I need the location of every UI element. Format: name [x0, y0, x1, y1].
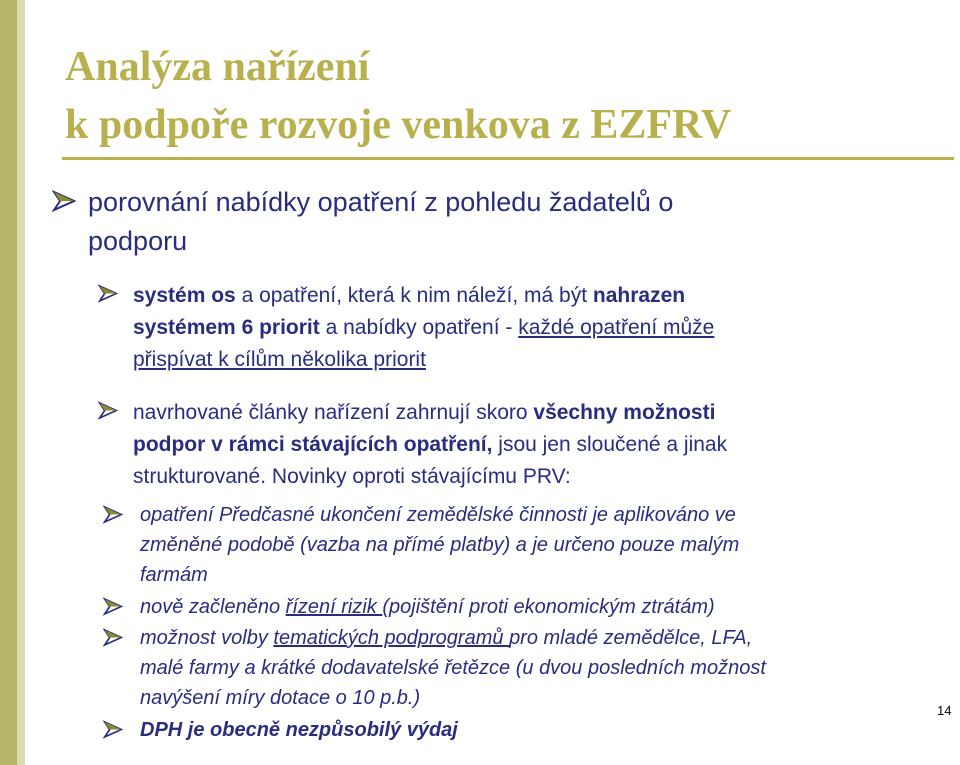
arrowhead-bullet-icon [103, 628, 123, 647]
title-divider [62, 157, 954, 160]
bullet-articles-line-3: strukturované. Novinky oproti stávajícímu PRV: [133, 465, 571, 488]
priorities-underline-1: každé opatření může [518, 316, 715, 339]
bullet-priorities-line-1 [133, 280, 943, 312]
priorities-bold-axes: systém os [133, 284, 236, 307]
bullet-comparison-line-2: podporu [88, 226, 188, 256]
priorities-underline-2: přispívat k cílům několika priorit [133, 348, 426, 371]
priorities-bold-system: systémem 6 priorit [133, 316, 320, 339]
priorities-text-2: a nabídky opatření - [319, 316, 519, 339]
risk-management-line [140, 592, 940, 622]
left-accent-bar [0, 0, 17, 765]
articles-bold-2: podpor v rámci stávajících opatření, [133, 433, 493, 456]
sub-vat [140, 715, 940, 745]
sub-risk-management [140, 592, 940, 622]
page-number: 14 [937, 703, 952, 718]
bullet-comparison [88, 183, 878, 261]
title-line-1: Analýza nařízení [65, 44, 370, 90]
risk-underline: řízení rizik [285, 596, 383, 618]
thematic-line-3: navýšení míry dotace o 10 p.b.) [140, 687, 421, 709]
priorities-bold-replaced: nahrazen [592, 284, 686, 307]
sub-thematic-subprograms [140, 623, 940, 713]
thematic-line-2: malé farmy a krátké dodavatelské řetězce (u dvou posledních možnost [140, 657, 766, 679]
slide-title [65, 38, 731, 154]
title-line-2: k podpoře rozvoje venkova z EZFRV [65, 102, 732, 148]
arrowhead-bullet-icon [52, 190, 76, 212]
left-accent-bar-light [17, 0, 25, 765]
arrowhead-bullet-icon [98, 284, 118, 303]
vat-bold: DPH je obecně nezpůsobilý výdaj [140, 719, 458, 741]
articles-bold-1: všechny možnosti [533, 401, 716, 424]
arrowhead-bullet-icon [103, 505, 123, 524]
thematic-text-2: pro mladé zemědělce, LFA, [509, 627, 753, 649]
bullet-priorities-line-2 [133, 312, 943, 344]
arrowhead-bullet-icon [103, 720, 123, 739]
articles-text-1: navrhované články nařízení zahrnují skoro [133, 401, 534, 424]
bullet-articles-line-2 [133, 429, 943, 461]
thematic-underline: tematických podprogramů [273, 627, 510, 649]
bullet-comparison-line-1: porovnání nabídky opatření z pohledu žadatelů o [88, 187, 674, 217]
arrowhead-bullet-icon [98, 401, 118, 420]
thematic-text-1: možnost volby [140, 627, 274, 649]
bullet-articles-line-1 [133, 397, 943, 429]
early-retirement-line-3: farmám [140, 564, 208, 586]
thematic-line-1 [140, 623, 940, 653]
bullet-priorities-line-3 [133, 344, 943, 376]
bullet-articles [133, 397, 943, 493]
sub-early-retirement [140, 500, 940, 590]
vat-line [140, 715, 940, 745]
articles-text-2: jsou jen sloučené a jinak [492, 433, 728, 456]
early-retirement-line-2: změněné podobě (vazba na přímé platby) a je určeno pouze malým [140, 534, 740, 556]
arrowhead-bullet-icon [103, 597, 123, 616]
bullet-priorities [133, 280, 943, 376]
priorities-text-1: a opatření, která k nim náleží, má být [235, 284, 593, 307]
risk-text-2: (pojištění proti ekonomickým ztrátám) [382, 596, 715, 618]
risk-text-1: nově začleněno [140, 596, 286, 618]
early-retirement-line-1: opatření Předčasné ukončení zemědělské činnosti je aplikováno ve [140, 504, 736, 526]
